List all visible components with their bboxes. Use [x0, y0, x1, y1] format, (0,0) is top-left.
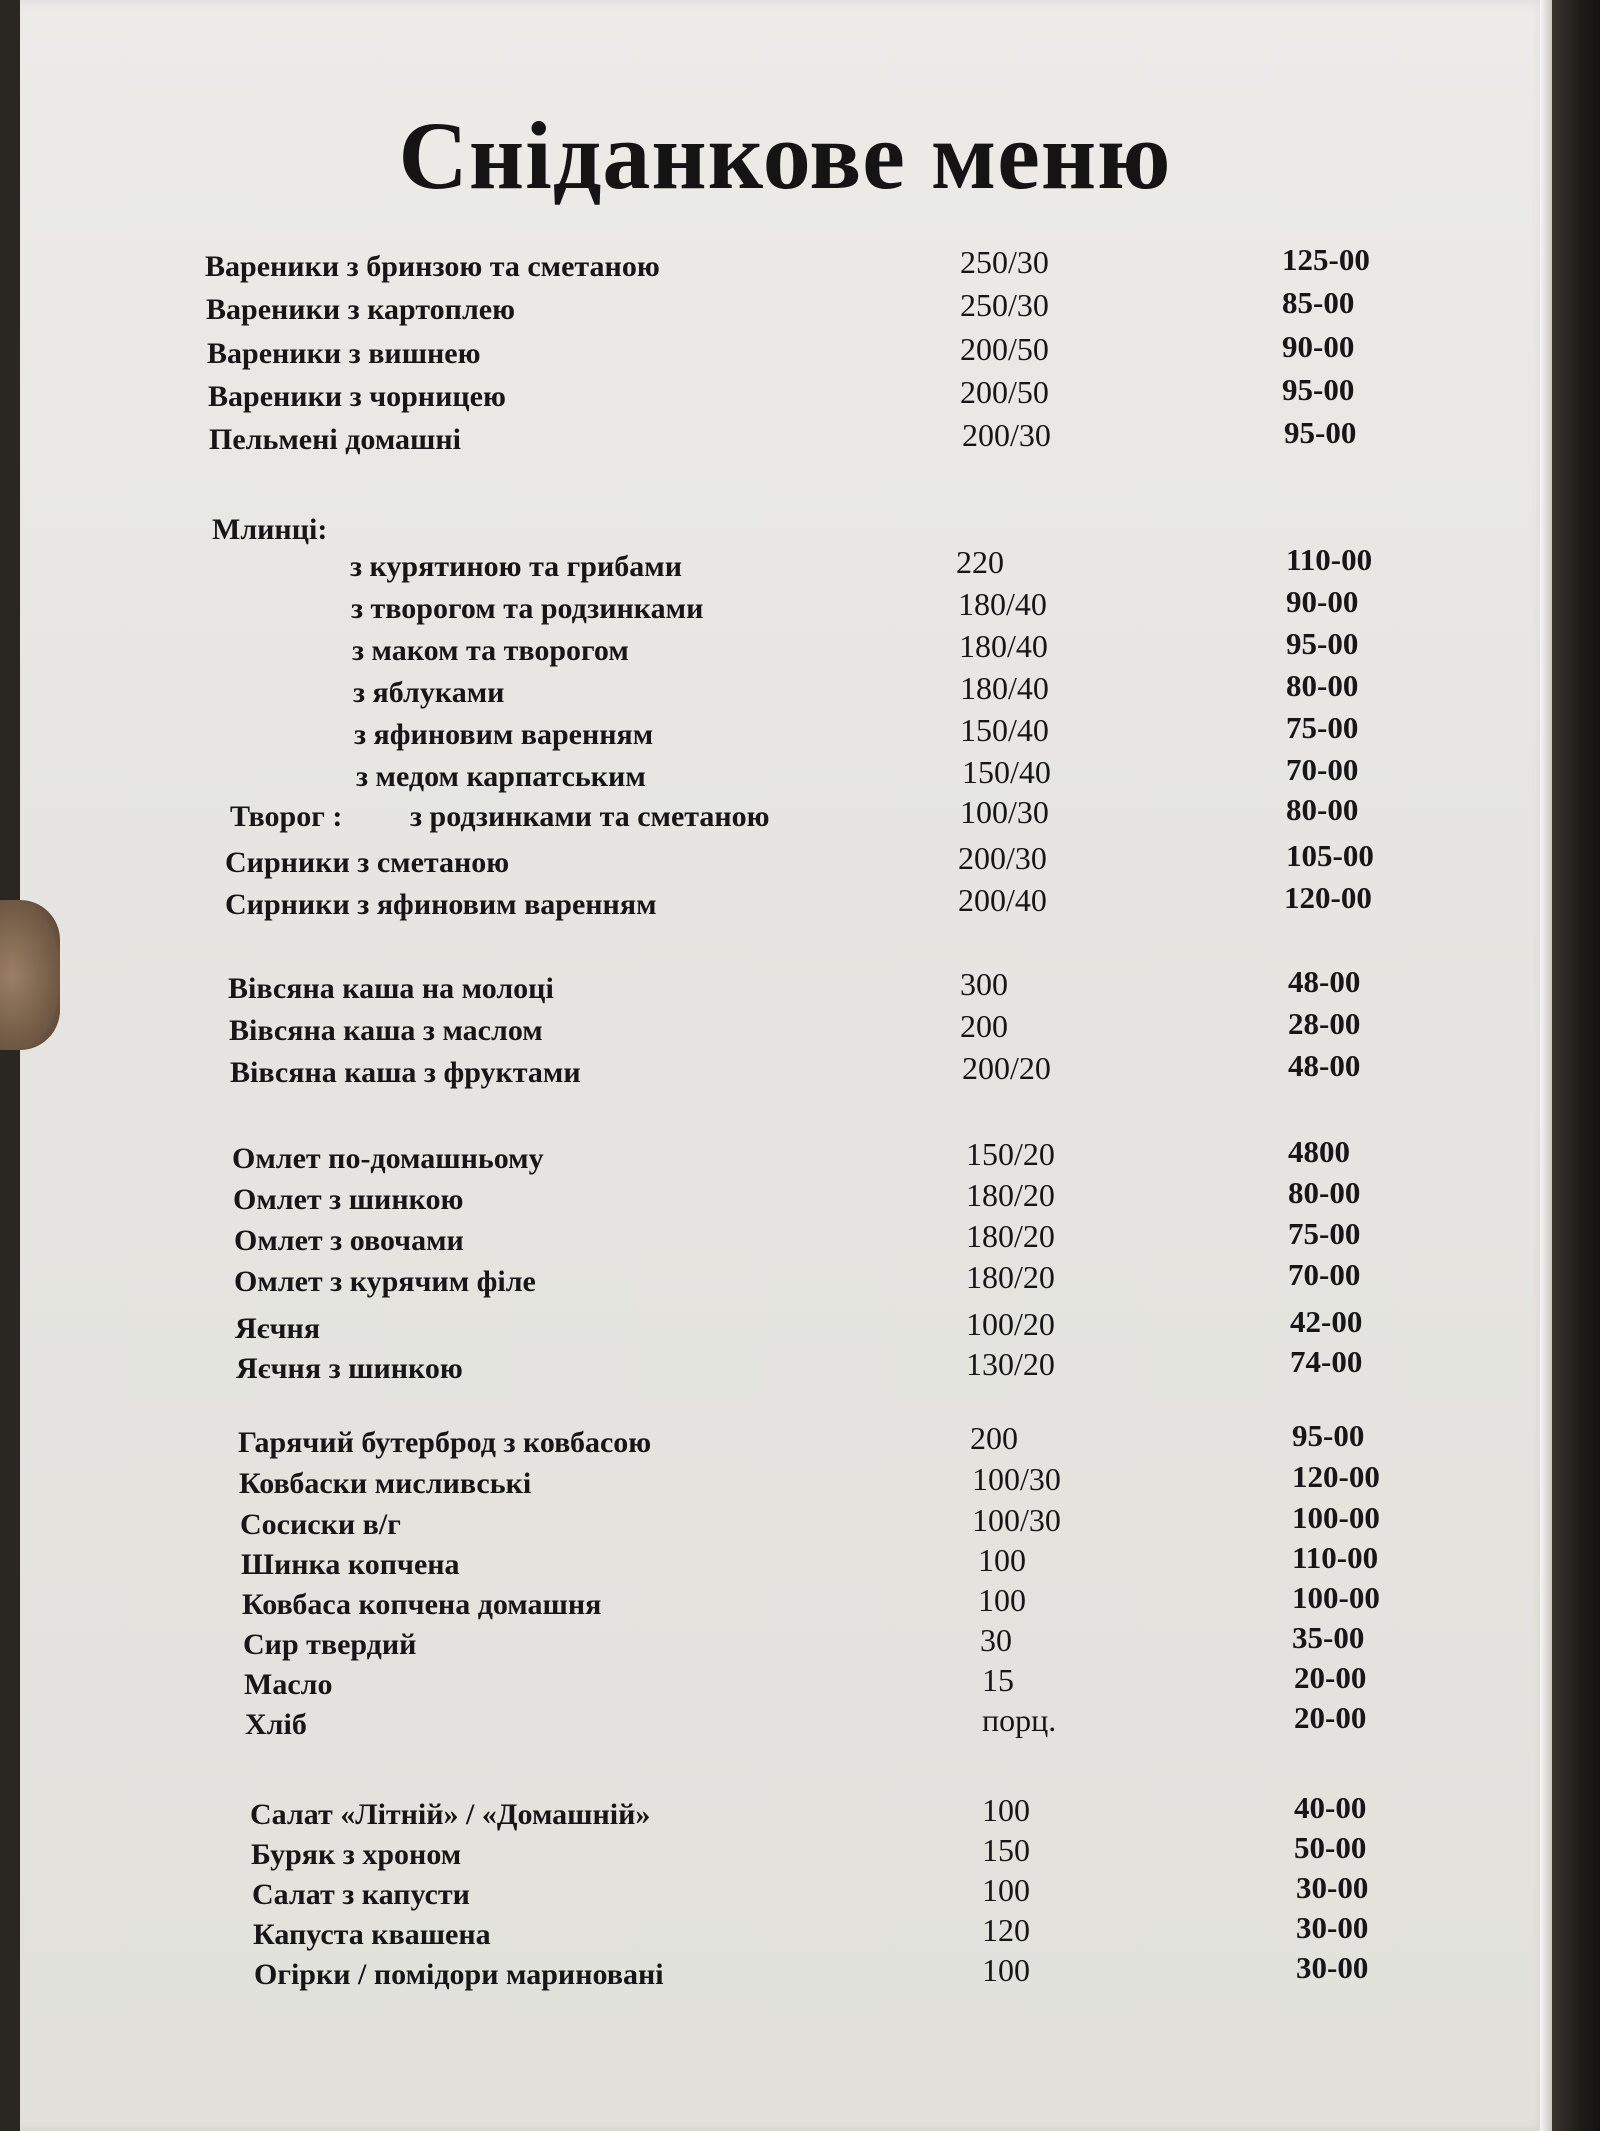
item-weight: 130/20	[966, 1346, 1055, 1382]
item-price: 100-00	[1292, 1500, 1380, 1535]
menu-item	[20, 880, 1550, 928]
item-weight: 180/40	[959, 628, 1048, 664]
item-price: 70-00	[1286, 752, 1359, 787]
menu-item	[20, 1344, 1550, 1392]
item-name: з курятиною та грибами	[350, 550, 682, 583]
item-weight: 100	[982, 1952, 1030, 1988]
item-name: Вареники з чорницею	[208, 380, 506, 413]
item-name: Салат «Літній» / «Домашній»	[250, 1798, 651, 1831]
item-name: з медом карпатським	[356, 760, 646, 793]
menu-item	[20, 1257, 1550, 1305]
item-weight: 180/40	[960, 670, 1049, 706]
section-heading: Млинці:	[212, 513, 328, 546]
item-price: 85-00	[1282, 285, 1355, 320]
item-weight: 150	[982, 1832, 1030, 1868]
item-weight: 200	[960, 1008, 1008, 1044]
item-name: з творогом та родзинками	[351, 592, 704, 625]
item-price: 95-00	[1282, 372, 1355, 407]
item-price: 75-00	[1288, 1216, 1361, 1251]
item-price: 110-00	[1286, 542, 1373, 577]
item-name: Омлет з шинкою	[233, 1183, 464, 1216]
item-name: Вівсяна каша з маслом	[229, 1014, 543, 1047]
item-name: Масло	[244, 1668, 333, 1701]
item-price: 40-00	[1294, 1790, 1367, 1825]
item-price: 95-00	[1286, 626, 1359, 661]
item-price: 48-00	[1288, 964, 1361, 999]
item-name: Гарячий бутерброд з ковбасою	[238, 1426, 652, 1459]
menu-title: Сніданкове меню	[398, 102, 1172, 209]
item-weight: 200/50	[960, 374, 1049, 410]
item-weight: 250/30	[960, 287, 1049, 323]
item-name: Огірки / помідори мариновані	[254, 1958, 664, 1991]
item-weight: 100	[978, 1582, 1026, 1618]
item-name: Омлет з овочами	[234, 1224, 464, 1257]
item-price: 70-00	[1288, 1257, 1361, 1292]
item-price: 100-00	[1292, 1580, 1380, 1615]
menu-item	[20, 242, 1550, 290]
item-weight: 200/30	[962, 417, 1051, 453]
item-name: Хліб	[245, 1708, 307, 1741]
item-name: Салат з капусти	[252, 1878, 470, 1911]
item-weight: 15	[982, 1662, 1014, 1698]
menu-item	[20, 415, 1550, 463]
menu-sheet	[20, 0, 1550, 2131]
item-name: Вареники з картоплею	[206, 293, 516, 326]
item-weight: 200	[970, 1420, 1018, 1456]
item-weight: 200/50	[960, 331, 1049, 367]
item-weight: 150/40	[962, 754, 1051, 790]
item-weight: 180/20	[966, 1177, 1055, 1213]
item-weight: 200/20	[962, 1050, 1051, 1086]
item-weight: 300	[960, 966, 1008, 1002]
item-name: з яблуками	[353, 676, 505, 709]
item-weight: 100/20	[966, 1306, 1055, 1342]
item-weight: 250/30	[960, 244, 1049, 280]
item-price: 125-00	[1282, 242, 1370, 277]
item-price: 110-00	[1292, 1540, 1379, 1575]
menu-item	[20, 792, 1550, 840]
item-name: Ковбаски мисливські	[239, 1467, 532, 1500]
menu-item	[20, 1700, 1550, 1748]
item-weight: 30	[980, 1622, 1012, 1658]
item-name: Вареники з бринзою та сметаною	[205, 250, 660, 283]
item-name: Яєчня з шинкою	[236, 1352, 463, 1385]
item-name: Сирники з сметаною	[225, 846, 510, 879]
item-weight: 100	[982, 1872, 1030, 1908]
menu-item	[20, 372, 1550, 420]
item-name: з яфиновим варенням	[354, 718, 654, 751]
item-name: Капуста квашена	[253, 1918, 491, 1951]
item-price: 95-00	[1292, 1418, 1365, 1453]
item-name: Сирники з яфиновим варенням	[225, 888, 657, 921]
item-weight: 100	[978, 1542, 1026, 1578]
item-price: 20-00	[1294, 1660, 1367, 1695]
item-price: 80-00	[1288, 1175, 1361, 1210]
item-price: 30-00	[1296, 1950, 1369, 1985]
item-name: Вареники з вишнею	[207, 337, 481, 370]
item-price: 4800	[1288, 1134, 1350, 1169]
thumb-holding-sheet	[0, 900, 60, 1050]
item-price: 42-00	[1290, 1304, 1363, 1339]
item-price: 50-00	[1294, 1830, 1367, 1865]
item-price: 75-00	[1286, 710, 1359, 745]
item-weight: 100/30	[960, 794, 1049, 830]
item-weight: 180/20	[966, 1218, 1055, 1254]
item-price: 90-00	[1282, 329, 1355, 364]
item-weight: 220	[956, 544, 1004, 580]
item-price: 74-00	[1290, 1344, 1363, 1379]
item-price: 28-00	[1288, 1006, 1361, 1041]
item-label: Творог :	[230, 800, 343, 833]
item-weight: 180/40	[958, 586, 1047, 622]
menu-item	[20, 1950, 1550, 1998]
item-weight: 200/40	[958, 882, 1047, 918]
item-price: 35-00	[1292, 1620, 1365, 1655]
item-name: Сир твердий	[243, 1628, 417, 1661]
item-name: Сосиски в/г	[240, 1508, 401, 1541]
item-name: Буряк з хроном	[251, 1838, 462, 1871]
menu-item	[20, 329, 1550, 377]
item-name: Яєчня	[235, 1312, 321, 1345]
item-name: Ковбаса копчена домашня	[242, 1588, 602, 1621]
item-name: з родзинками та сметаною	[410, 800, 770, 833]
item-weight: 150/40	[960, 712, 1049, 748]
item-price: 95-00	[1284, 415, 1357, 450]
item-name: Вівсяна каша з фруктами	[230, 1056, 581, 1089]
item-price: 30-00	[1296, 1910, 1369, 1945]
item-price: 80-00	[1286, 668, 1359, 703]
item-weight: 200/30	[958, 840, 1047, 876]
item-weight: 120	[982, 1912, 1030, 1948]
item-name: Вівсяна каша на молоці	[228, 972, 554, 1005]
item-name: Омлет по-домашньому	[232, 1142, 544, 1175]
item-weight: 150/20	[966, 1136, 1055, 1172]
menu-item	[20, 1048, 1550, 1096]
item-name: з маком та творогом	[352, 634, 629, 667]
item-weight: порц.	[982, 1702, 1057, 1738]
item-price: 80-00	[1286, 792, 1359, 827]
item-name: Шинка копчена	[241, 1548, 460, 1581]
item-price: 105-00	[1286, 838, 1374, 873]
item-price: 90-00	[1286, 584, 1359, 619]
item-price: 120-00	[1292, 1459, 1380, 1494]
item-price: 48-00	[1288, 1048, 1361, 1083]
item-weight: 100	[982, 1792, 1030, 1828]
menu-item	[20, 285, 1550, 333]
item-weight: 180/20	[966, 1259, 1055, 1295]
item-price: 30-00	[1296, 1870, 1369, 1905]
item-weight: 100/30	[972, 1461, 1061, 1497]
item-weight: 100/30	[972, 1502, 1061, 1538]
item-price: 20-00	[1294, 1700, 1367, 1735]
background-dark	[1550, 0, 1600, 2131]
item-price: 120-00	[1284, 880, 1372, 915]
item-name: Пельмені домашні	[209, 423, 461, 456]
item-name: Омлет з курячим філе	[234, 1265, 536, 1298]
